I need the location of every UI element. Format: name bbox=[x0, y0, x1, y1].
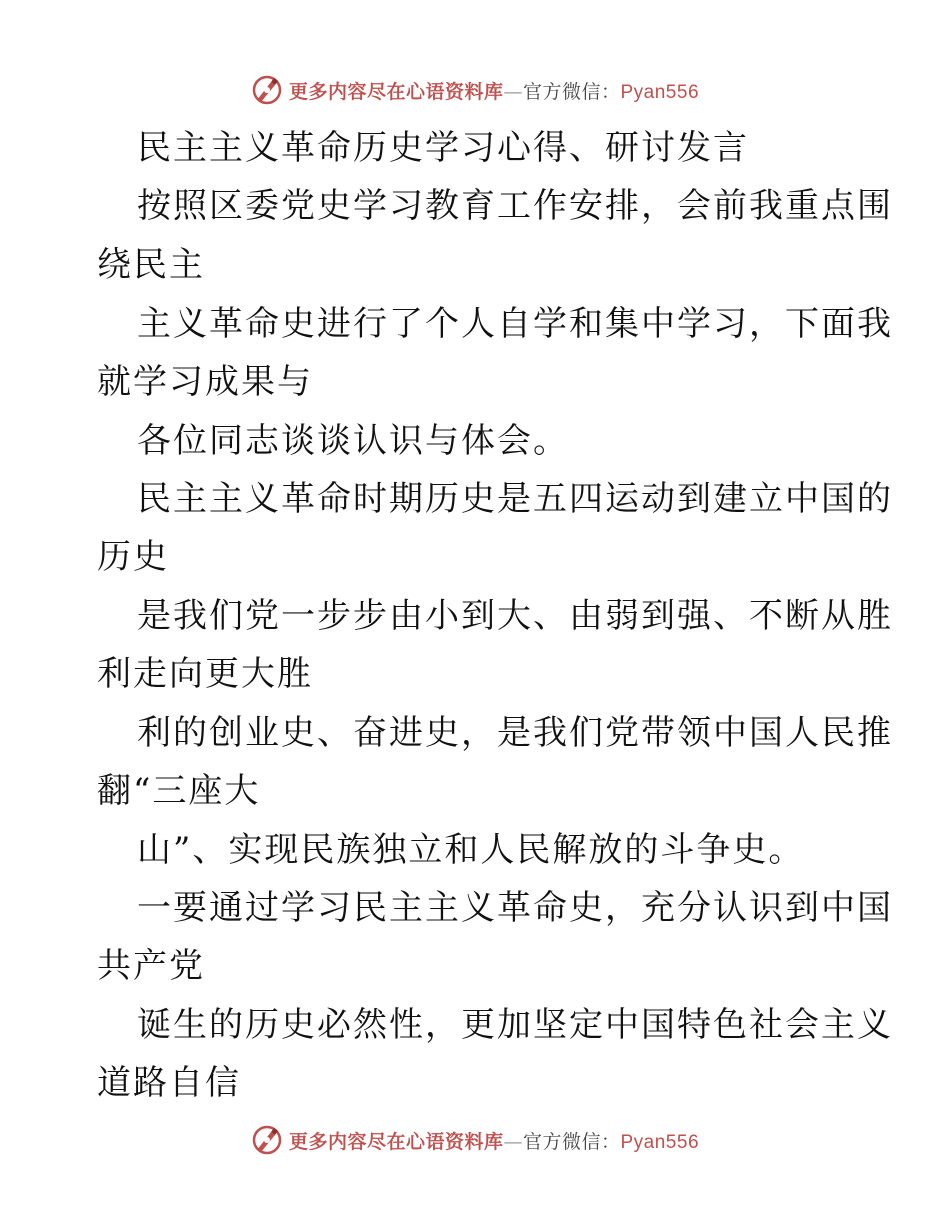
header-banner-main: 更多内容尽在心语资料库 bbox=[288, 80, 504, 103]
footer-banner-dash: — bbox=[503, 1130, 523, 1153]
paragraph-line: 民主主义革命时期历史是五四运动到建立中国的 bbox=[137, 479, 893, 519]
document-title: 民主主义革命历史学习心得、研讨发言 bbox=[137, 128, 749, 168]
footer-banner-text bbox=[289, 1127, 699, 1154]
paragraph-line: 利的创业史、奋进史，是我们党带领中国人民推 bbox=[137, 713, 893, 753]
header-banner bbox=[0, 70, 950, 110]
paragraph-line: 山”、实现民族独立和人民解放的斗争史。 bbox=[137, 830, 805, 870]
paragraph-line: 就学习成果与 bbox=[97, 362, 313, 402]
paragraph-line: 按照区委党史学习教育工作安排，会前我重点围 bbox=[137, 186, 893, 226]
footer-banner-main: 更多内容尽在心语资料库 bbox=[288, 1130, 504, 1153]
paragraph-line: 绕民主 bbox=[97, 245, 205, 285]
paragraph-line: 历史 bbox=[97, 537, 169, 577]
footer-banner-account: Pyan556 bbox=[620, 1131, 700, 1153]
header-banner-text bbox=[289, 77, 699, 104]
paragraph-line: 主义革命史进行了个人自学和集中学习，下面我 bbox=[137, 304, 893, 344]
pen-logo-icon bbox=[251, 74, 283, 106]
paragraph-line: 一要通过学习民主主义革命史，充分认识到中国 bbox=[137, 888, 893, 928]
paragraph-line: 翻“三座大 bbox=[97, 771, 261, 811]
header-banner-account: Pyan556 bbox=[620, 81, 700, 103]
paragraph-line: 共产党 bbox=[97, 946, 205, 986]
pen-logo-icon bbox=[251, 1124, 283, 1156]
paragraph-line: 是我们党一步步由小到大、由弱到强、不断从胜 bbox=[137, 596, 893, 636]
paragraph-line: 利走向更大胜 bbox=[97, 654, 313, 694]
paragraph-line: 各位同志谈谈认识与体会。 bbox=[137, 421, 569, 461]
footer-banner bbox=[0, 1120, 950, 1160]
paragraph-line: 诞生的历史必然性，更加坚定中国特色社会主义 bbox=[137, 1005, 893, 1045]
header-banner-dash: — bbox=[503, 80, 523, 103]
footer-banner-wechat-label: 官方微信： bbox=[522, 1130, 621, 1153]
header-banner-wechat-label: 官方微信： bbox=[522, 80, 621, 103]
paragraph-line: 道路自信 bbox=[97, 1063, 241, 1103]
